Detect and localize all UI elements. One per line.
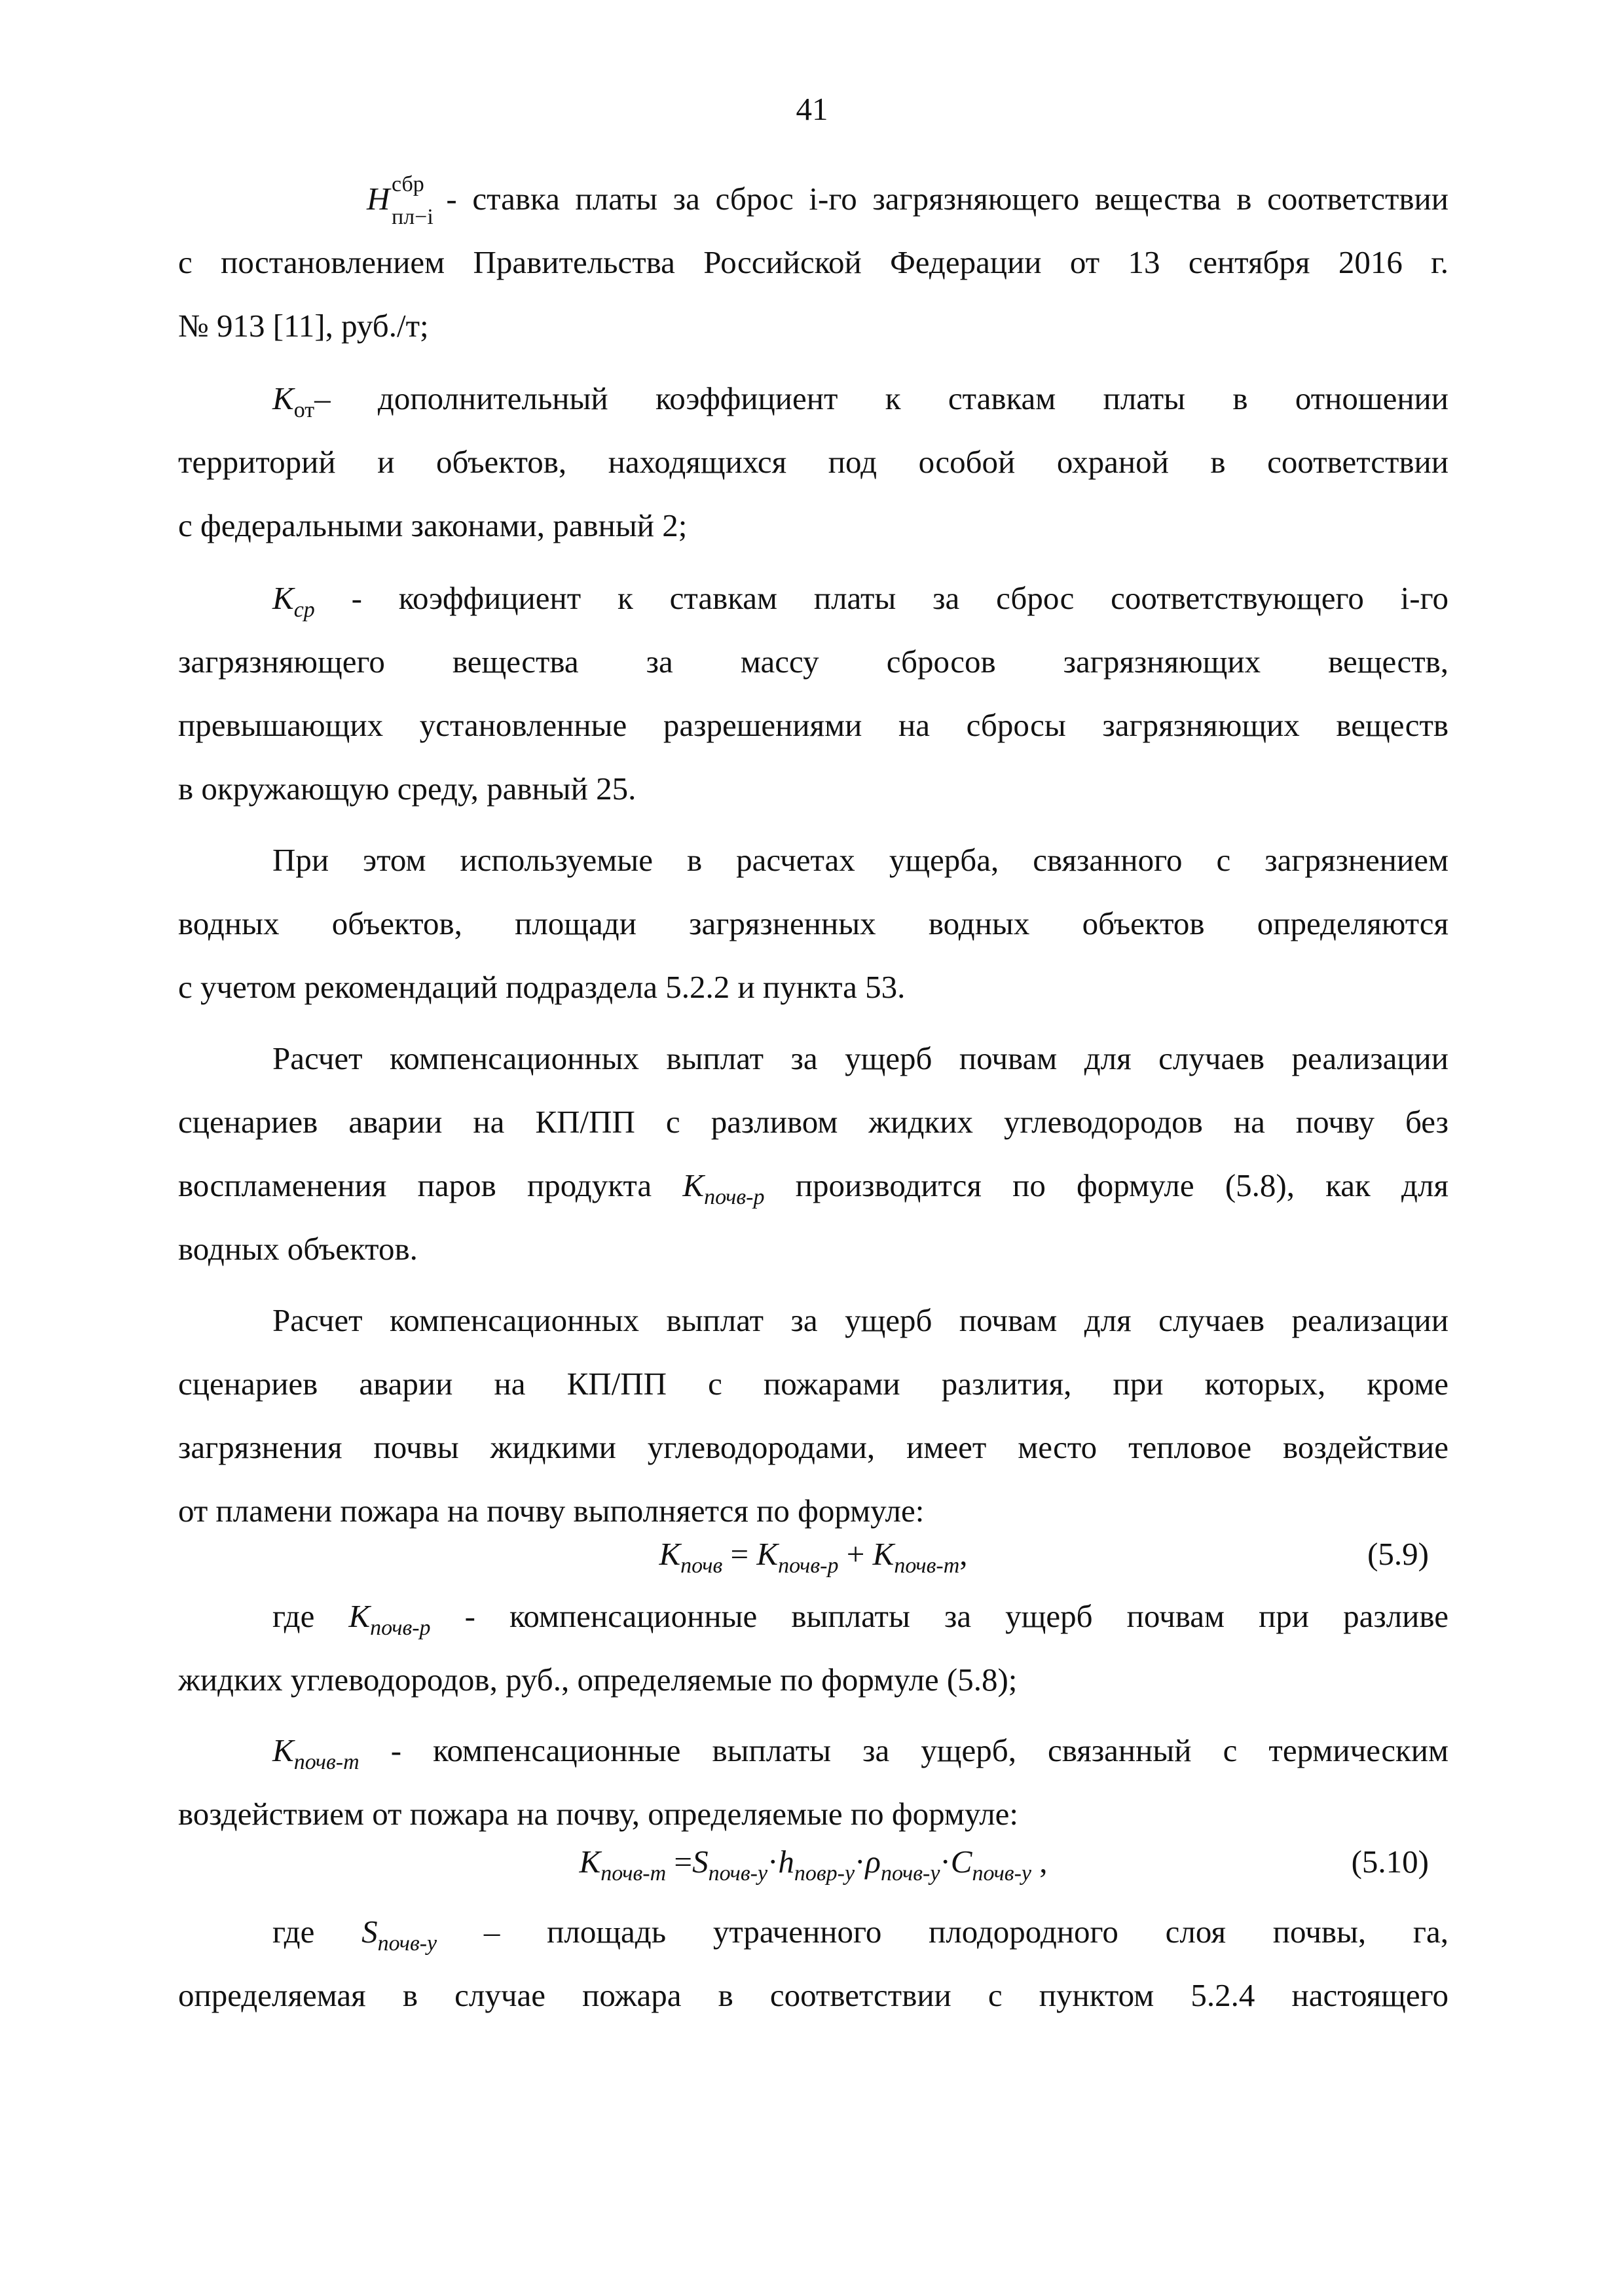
paragraph-kot-line3: с федеральными законами, равный 2; [178,507,688,543]
paragraph-spill-line4: водных объектов. [178,1231,418,1267]
paragraph-kcp-line3: превышающих установленные разрешениями на сбросы загрязняющих веществ [178,707,1449,743]
paragraph-kpochv-r-line2: жидких углеводородов, руб., определяемые по формуле (5.8); [178,1662,1018,1698]
paragraph-spill-line3: воспламенения паров продукта $K_{почв-р}$ производится по формуле (5.8), как для [178,1167,1449,1209]
formula-5-10: $K_{почв-т} =S_{почв-у}\cdot h_{повр-у}\cdot\rho_{почв-у}\cdot C_{почв-у}$ , (5.10) [579,1844,1429,1886]
paragraph-spill-line1: Расчет компенсационных выплат за ущерб почвам для случаев реализации [272,1040,1449,1076]
paragraph-h-definition-line3: № 913 [11], руб./т; [178,308,429,344]
page-number: 41 [796,91,828,127]
paragraph-kpochv-t: $K_{почв-т}$ - компенсационные выплаты за ущерб, связанный с термическим [272,1732,1449,1774]
paragraph-fire-line3: загрязнения почвы жидкими углеводородами, имеет место тепловое воздействие [178,1429,1449,1465]
paragraph-fire-line1: Расчет компенсационных выплат за ущерб почвам для случаев реализации [272,1302,1449,1338]
formula-number-5-9: (5.9) [1367,1536,1429,1572]
paragraph-kcp-definition: $K_{ср}$ - коэффициент к ставкам платы за сброс соответствующего i-го [272,580,1449,622]
paragraph-kot-line2: территорий и объектов, находящихся под особой охраной в соответствии [178,444,1449,480]
paragraph-fire-line4: от пламени пожара на почву выполняется по формуле: [178,1493,925,1529]
paragraph-kot-definition: $K_{от}-$ дополнительный коэффициент к ставкам платы в отношении [272,380,1449,422]
paragraph-areas-line1: При этом используемые в расчетах ущерба, связанного с загрязнением [272,842,1449,878]
paragraph-areas-line2: водных объектов, площади загрязненных водных объектов определяются [178,905,1449,941]
paragraph-spochv-line2: определяемая в случае пожара в соответствии с пунктом 5.2.4 настоящего [178,1977,1449,2013]
paragraph-h-definition-line2: с постановлением Правительства Российской Федерации от 13 сентября 2016 г. [178,244,1449,280]
paragraph-h-definition: H сбр пл−i - ставка платы за сброс i-го загрязняющего вещества в соответствии [178,167,1449,230]
paragraph-kpochv-r: где $K_{почв-р}$ - компенсационные выплаты за ущерб почвам при разливе [272,1598,1449,1640]
symbol-h-spl: H сбр пл−i [367,172,434,229]
paragraph-spochv: где $S_{почв-у}$ – площадь утраченного плодородного слоя почвы, га, [272,1914,1449,1956]
paragraph-kcp-line2: загрязняющего вещества за массу сбросов загрязняющих веществ, [178,644,1449,680]
paragraph-spill-line2: сценариев аварии на КП/ПП с разливом жидких углеводородов на почву без [178,1104,1449,1140]
formula-number-5-10: (5.10) [1351,1844,1429,1880]
paragraph-areas-line3: с учетом рекомендаций подраздела 5.2.2 и пункта 53. [178,969,906,1005]
paragraph-fire-line2: сценариев аварии на КП/ПП с пожарами разлития, при которых, кроме [178,1366,1449,1402]
formula-5-9: $K_{почв} = K_{почв-р} + K_{почв-т}$, (5.9) [659,1536,1429,1578]
paragraph-kpochv-t-line2: воздействием от пожара на почву, определяемые по формуле: [178,1796,1019,1832]
paragraph-kcp-line4: в окружающую среду, равный 25. [178,771,637,807]
